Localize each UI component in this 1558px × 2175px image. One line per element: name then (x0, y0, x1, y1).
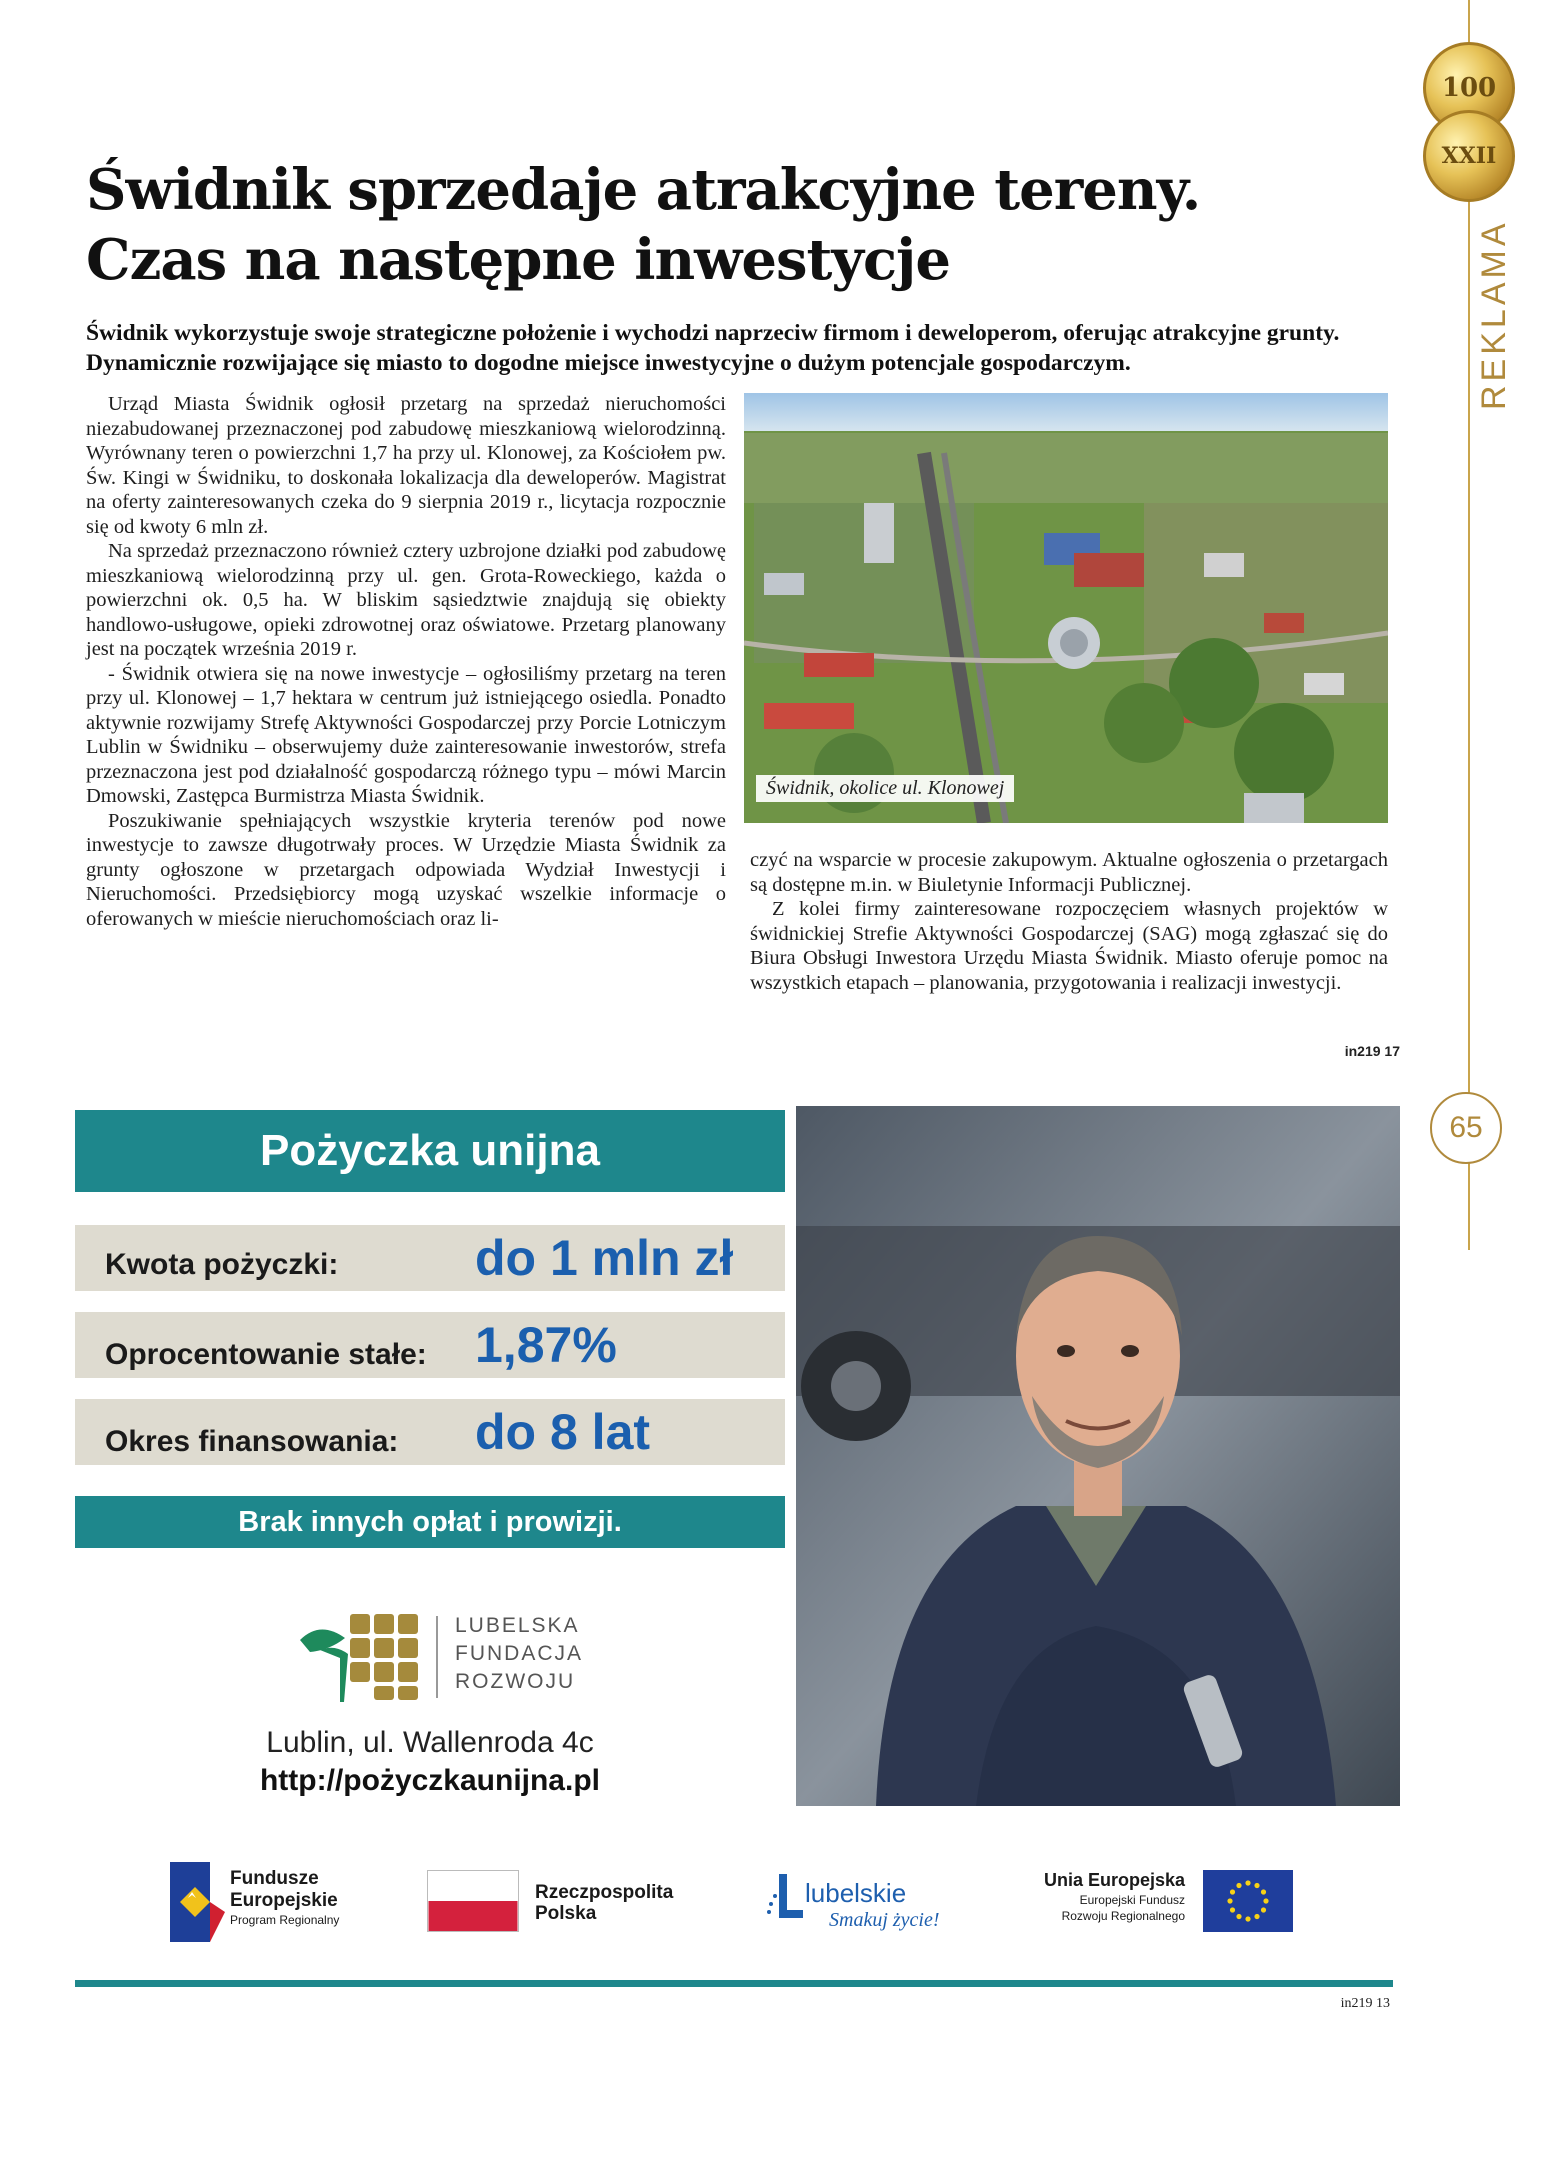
ad-row-period (75, 1399, 785, 1465)
paragraph: Na sprzedaż przeznaczono również cztery uzbrojone działki pod zabudowę mieszkaniową wielorodzinną przy ul. gen. Grota-Roweckiego, każda o powierzchni ok. 0,5 ha. W bliskim sąsiedztwie znajdują się obiekty handlowo-usługowe, opieki zdrowotnej oraz oświatowe. Przetarg planowany jest na początek września 2019 r. (86, 540, 726, 660)
article-headline (86, 155, 1406, 295)
ad-row-interest (75, 1312, 785, 1378)
article-lead: Świdnik wykorzystuje swoje strategiczne położenie i wychodzi naprzeciw firmom i deweloperom, oferując atrakcyjne grunty. Dynamicznie rozwijające się miasto to dogodne miejsce inwestycyjne o dużym potencjale gospodarczym. (86, 320, 1340, 376)
paragraph: Urząd Miasta Świdnik ogłosił przetarg na sprzedaż nieruchomości niezabudowanej przeznaczonej pod zabudowę mieszkaniową wielorodzinną. Wyrównany teren o powierzchni 1,7 ha przy ul. Klonowej, za Kościołem pw. Św. Kingi w Świdniku, to doskonała lokalizacja dla deweloperów. Magistrat na oferty zainteresowanych czeka do 9 sierpnia 2019 r., licytacja rozpocznie się od kwoty 6 mln zł. (86, 393, 726, 538)
article-column-2 (750, 848, 1388, 995)
article-code: in219 17 (1344, 1043, 1400, 1059)
rzeczpospolita-text (535, 1882, 673, 1924)
rp-line: Polska (535, 1903, 597, 1924)
paragraph: Poszukiwanie spełniających wszystkie kryteria terenów pod nowe inwestycje to zawsze długotrwały proces. W Urzędzie Miasta Świdnik za grunty ogłoszone w przetargach odpowiada Wydział Inwestycji i Nieruchomości. Przedsiębiorcy mogą uzyskać wszelkie informacje o oferowanych w mieście nieruchomościach oraz li- (86, 809, 726, 930)
ue-line: Rozwoju Regionalnego (1061, 1909, 1185, 1923)
ad-row-label: Kwota pożyczki: (105, 1248, 339, 1281)
article-column-1 (86, 392, 726, 931)
lub-slogan: Smakuj życie! (829, 1909, 940, 1931)
aerial-photo (744, 393, 1388, 823)
fundusze-europejskie-logo-icon (170, 1862, 230, 1942)
photo-caption: Świdnik, okolice ul. Klonowej (756, 775, 1014, 802)
paragraph: Z kolei firmy zainteresowane rozpoczęciem własnych projektów w świdnickiej Strefie Aktywności Gospodarczej (SAG) mogą zgłaszać się do Biura Obsługi Inwestora Urzędu Miasta Świdnik. Miasto oferuje pomoc na wszystkich etapach – planowania, przygotowania i realizacji inwestycji. (750, 898, 1388, 994)
lubelskie-logo-icon (765, 1866, 955, 1936)
coin-label: XXII (1441, 143, 1497, 169)
ad-row-amount (75, 1225, 785, 1291)
section-label: REKLAMA (1475, 219, 1513, 410)
mechanic-photo (796, 1106, 1400, 1806)
mechanic-image (796, 1106, 1400, 1806)
coin-xxii-icon (1423, 110, 1515, 202)
ad-url[interactable]: http://pożyczkaunijna.pl (259, 1764, 600, 1797)
ad-row-value: do 1 mln zł (475, 1230, 734, 1286)
ad-row-value: do 8 lat (475, 1404, 651, 1460)
ad-note: Brak innych opłat i prowizji. (75, 1496, 785, 1548)
fe-line: Europejskie (230, 1890, 338, 1911)
unia-europejska-text (1010, 1868, 1185, 1924)
footer-divider (75, 1980, 1393, 1987)
ad-address: Lublin, ul. Wallenroda 4c (266, 1726, 594, 1759)
footer-code: in219 13 (1340, 1996, 1390, 2011)
lfr-line: LUBELSKA (455, 1614, 580, 1637)
fe-line: Program Regionalny (230, 1913, 340, 1927)
lfr-line: ROZWOJU (455, 1670, 576, 1693)
fundusze-europejskie-text (230, 1868, 339, 1928)
lub-word: lubelskie (805, 1878, 907, 1908)
ad-row-label: Okres finansowania: (105, 1425, 399, 1458)
headline-line-1: Świdnik sprzedaje atrakcyjne tereny. (86, 157, 1201, 223)
lfr-name (455, 1612, 583, 1696)
aerial-city-image (744, 393, 1388, 823)
ad-title: Pożyczka unijna (75, 1110, 785, 1192)
ad-row-label: Oprocentowanie stałe: (105, 1338, 427, 1371)
eu-flag-icon (1203, 1870, 1293, 1932)
coin-label: 100 (1441, 73, 1497, 103)
ue-line: Europejski Fundusz (1079, 1893, 1185, 1907)
ue-line: Unia Europejska (1043, 1870, 1185, 1890)
poland-flag-icon (427, 1870, 519, 1932)
page-number: 65 (1430, 1092, 1502, 1164)
paragraph: czyć na wsparcie w procesie zakupowym. Aktualne ogłoszenia o przetargach są dostępne m.in. w Biuletynie Informacji Publicznej. (750, 849, 1388, 896)
ad-row-value: 1,87% (475, 1317, 617, 1373)
headline-line-2: Czas na następne inwestycje (86, 227, 950, 293)
paragraph: - Świdnik otwiera się na nowe inwestycje – ogłosiliśmy przetarg na teren przy ul. Klonowej – 1,7 hektara w centrum już istniejącego osiedla. Ponadto aktywnie rozwijamy Strefę Aktywności Gospodarczej przy Porcie Lotniczym Lublin w Świdniku – obserwujemy duże zainteresowanie inwestorów, strefa przeznaczona jest pod działalność gospodarczą różnego typu – mówi Marcin Dmowski, Zastępca Burmistrza Miasta Świdnik. (86, 662, 726, 807)
lfr-line: FUNDACJA (455, 1642, 584, 1665)
rp-line: Rzeczpospolita (535, 1882, 674, 1903)
fe-line: Fundusze (230, 1868, 319, 1889)
